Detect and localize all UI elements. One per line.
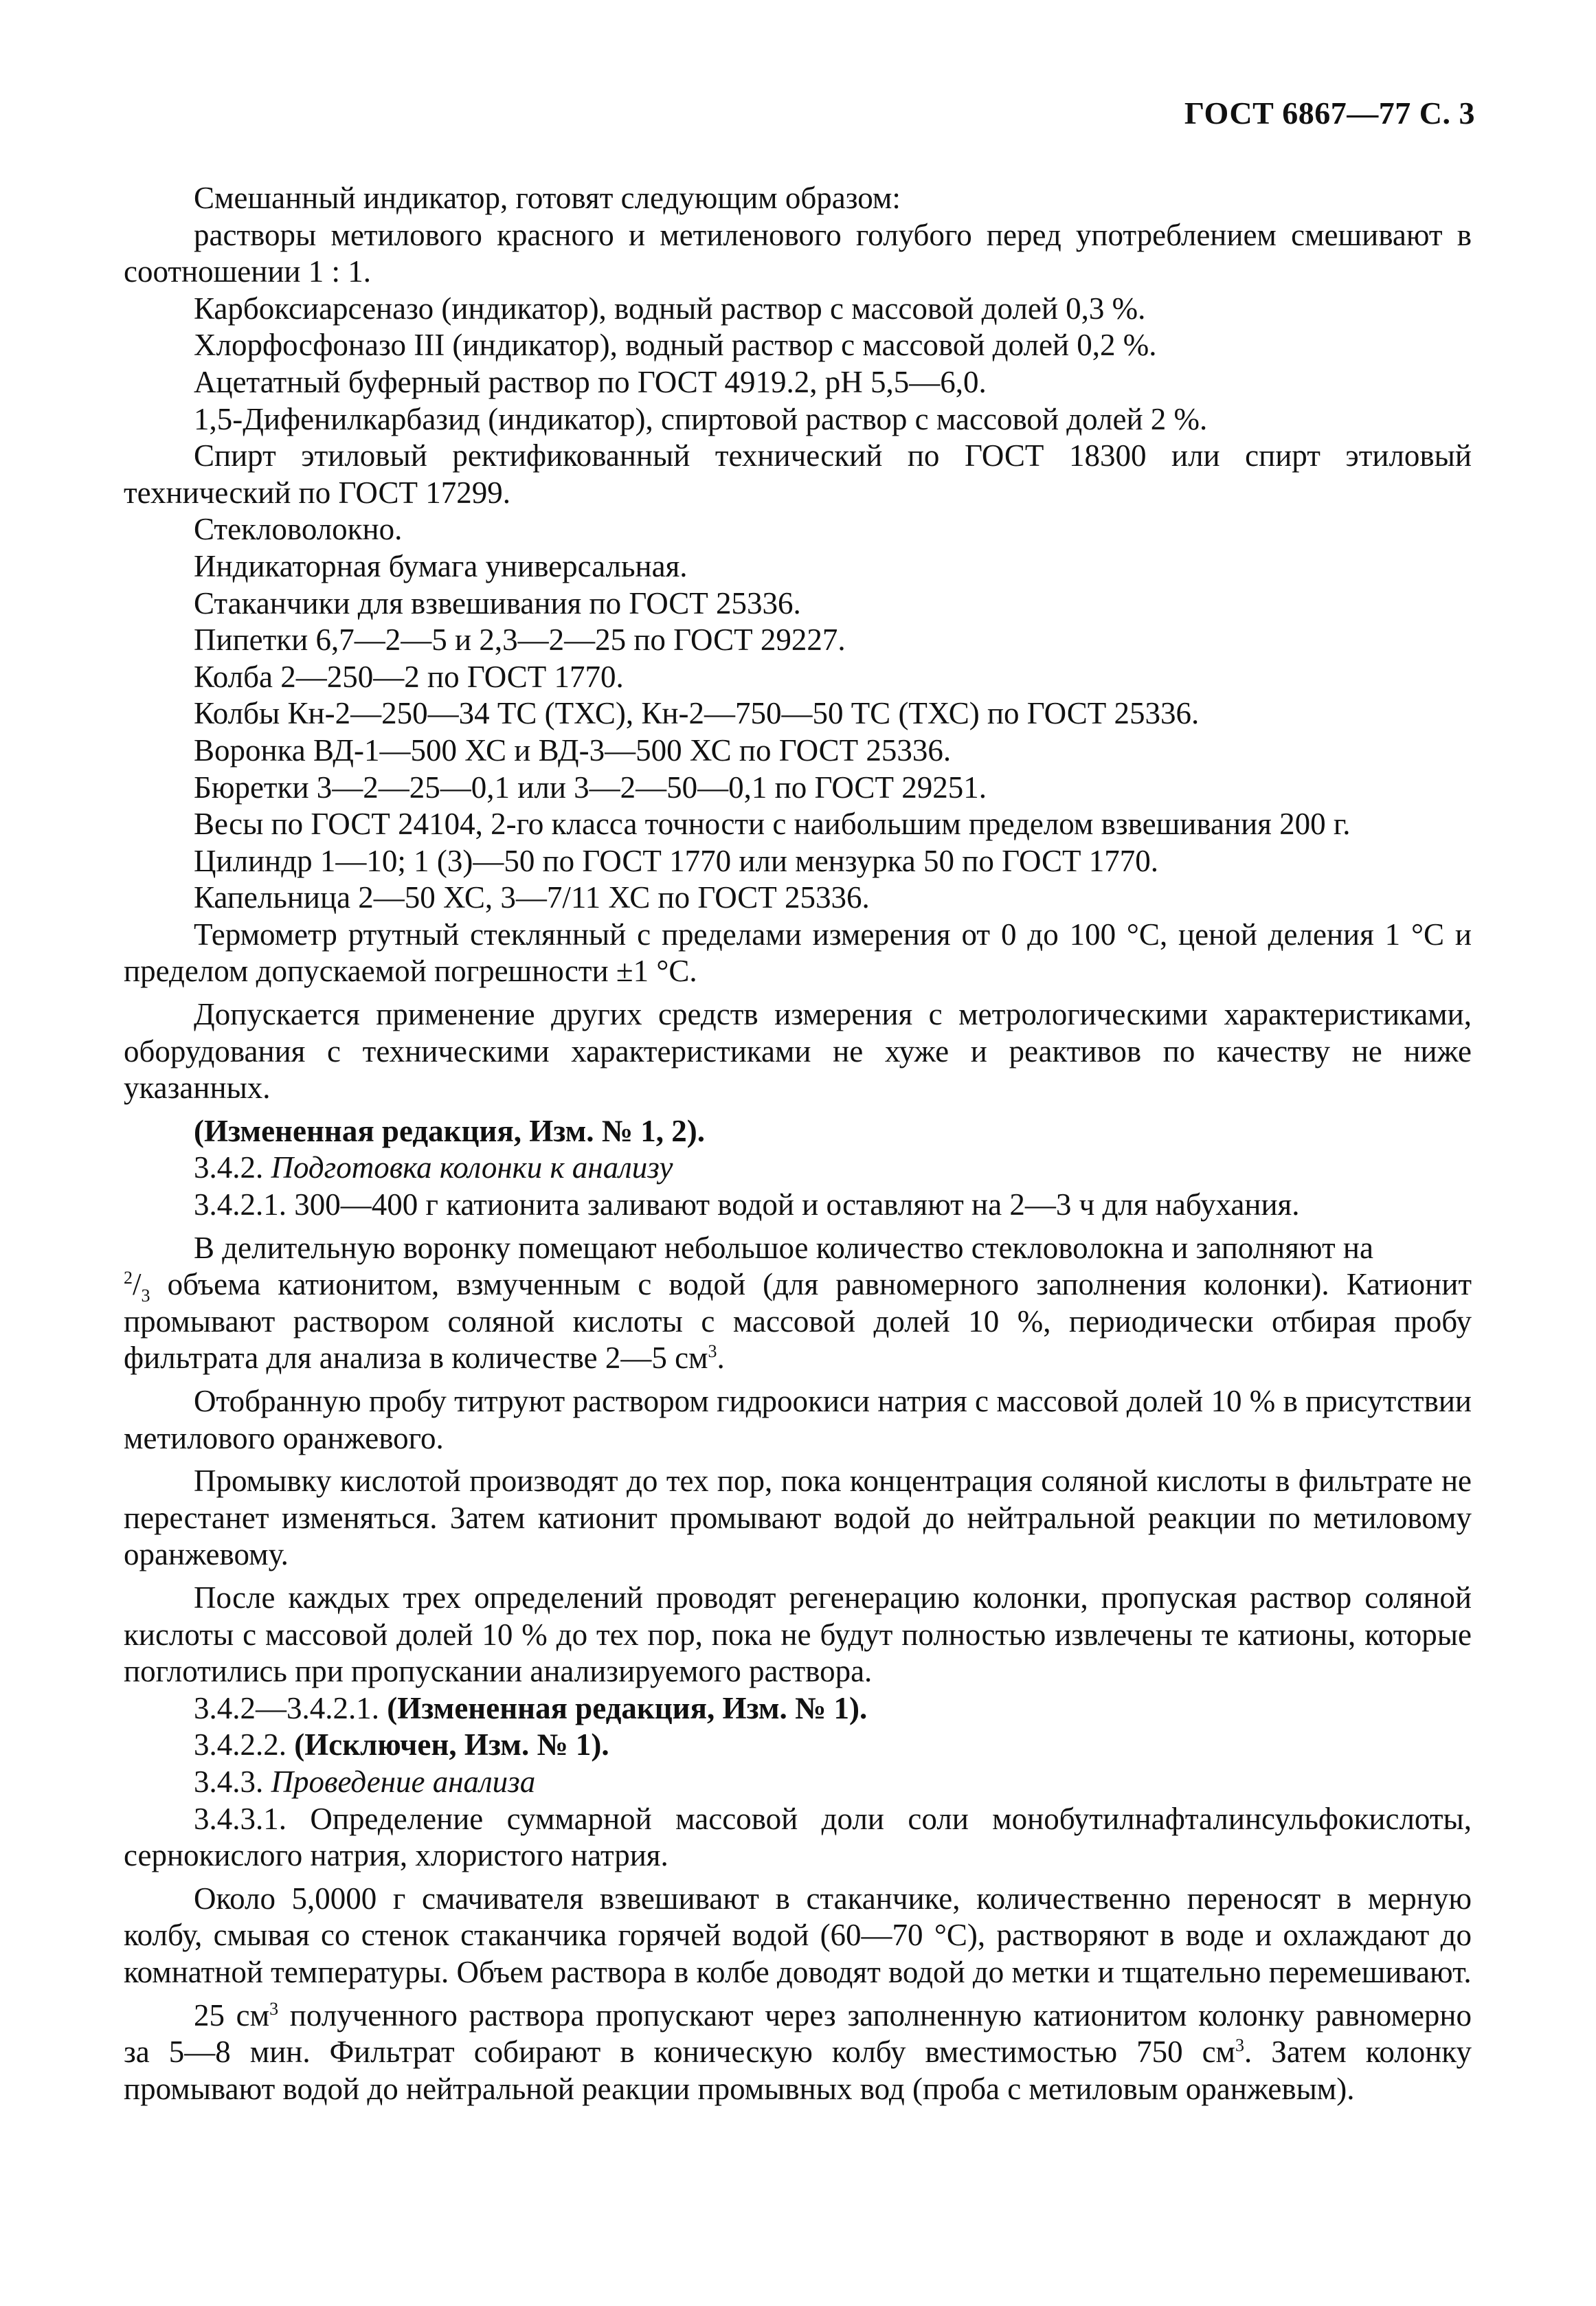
fraction-denominator: 3 <box>141 1286 150 1306</box>
paragraph: Весы по ГОСТ 24104, 2-го класса точности с наибольшим пределом взвешивания 200 г. <box>194 807 1351 842</box>
section-number: 3.4.3. <box>194 1764 264 1799</box>
text-run: 25 см <box>194 1997 270 2033</box>
paragraph <box>124 1997 1472 2108</box>
section-number: 3.4.2.2. <box>194 1727 286 1762</box>
paragraph <box>124 1230 1472 1377</box>
text-run: . <box>717 1341 725 1376</box>
fraction-numerator: 2 <box>124 1268 133 1288</box>
superscript: 3 <box>269 1998 279 2019</box>
paragraph: Стаканчики для взвешивания по ГОСТ 25336. <box>194 585 801 620</box>
superscript: 3 <box>708 1341 717 1362</box>
paragraph: Капельница 2—50 ХС, 3—7/11 ХС по ГОСТ 25336. <box>194 880 870 915</box>
paragraph: Стекловолокно. <box>194 512 403 547</box>
paragraph: Колбы Кн-2—250—34 ТС (ТХС), Кн-2—750—50 ТС (ТХС) по ГОСТ 25336. <box>194 696 1200 731</box>
page-header: ГОСТ 6867—77 С. 3 <box>1184 96 1475 131</box>
paragraph: Индикаторная бумага универсальная. <box>194 548 688 583</box>
paragraph: Колба 2—250—2 по ГОСТ 1770. <box>194 659 624 694</box>
section-title: Подготовка колонки к анализу <box>271 1150 673 1185</box>
amendment-line <box>124 1727 1472 1764</box>
paragraph: Допускается применение других средств измерения с метрологическими характеристиками, оборудования с техническими характеристиками не хуже и реактивов по качеству не ниже указанных. <box>124 997 1472 1106</box>
amendment-note: (Исключен, Изм. № 1). <box>294 1727 609 1762</box>
fraction-slash: / <box>133 1267 142 1302</box>
section-number: 3.4.2. <box>194 1150 264 1185</box>
document-body <box>124 180 1472 2107</box>
section-heading <box>124 1150 1472 1187</box>
text-run: В делительную воронку помещают небольшое количество стекловолокна и заполняют на <box>194 1230 1373 1265</box>
paragraph: Воронка ВД-1—500 ХС и ВД-3—500 ХС по ГОСТ 25336. <box>194 732 952 768</box>
text-run: полученного раствора пропускают через заполненную катионитом колонку равномерно за 5—8 мин. Фильтрат собирают в коническую колбу вместимостью 750 см <box>124 1997 1472 2070</box>
amendment-line <box>124 1690 1472 1727</box>
paragraph: растворы метилового красного и метиленового голубого перед употреблением смешивают в соотношении 1 : 1. <box>124 217 1472 289</box>
amendment-note: (Измененная редакция, Изм. № 1). <box>387 1690 868 1725</box>
paragraph: Бюретки 3—2—25—0,1 или 3—2—50—0,1 по ГОСТ 29251. <box>194 770 987 805</box>
paragraph: Спирт этиловый ректификованный технический по ГОСТ 18300 или спирт этиловый технический по ГОСТ 17299. <box>124 438 1472 510</box>
section-heading <box>124 1764 1472 1801</box>
paragraph: Карбоксиарсеназо (индикатор), водный раствор с массовой долей 0,3 %. <box>194 291 1146 326</box>
paragraph: Ацетатный буферный раствор по ГОСТ 4919.2, рН 5,5—6,0. <box>194 364 987 399</box>
amendment-note: (Измененная редакция, Изм. № 1, 2). <box>194 1113 706 1148</box>
paragraph: Смешанный индикатор, готовят следующим образом: <box>194 181 901 215</box>
paragraph: 3.4.2.1. 300—400 г катионита заливают водой и оставляют на 2—3 ч для набухания. <box>194 1187 1300 1222</box>
section-title: Проведение анализа <box>271 1764 536 1799</box>
paragraph: Около 5,0000 г смачивателя взвешивают в стаканчике, количественно переносят в мерную колбу, смывая со стенок стаканчика горячей водой (60—70 °С), растворяют в воде и охлаждают до комнатной температуры. Объем раствора в колбе доводят водой до метки и тщательно перемешивают. <box>124 1881 1472 1989</box>
paragraph: Термометр ртутный стеклянный с пределами измерения от 0 до 100 °С, ценой деления 1 °С и пределом допускаемой погрешности ±1 °С. <box>124 917 1472 989</box>
paragraph: 1,5-Дифенилкарбазид (индикатор), спиртовой раствор с массовой долей 2 %. <box>194 401 1208 436</box>
paragraph: Отобранную пробу титруют раствором гидроокиси натрия с массовой долей 10 % в присутствии метилового оранжевого. <box>124 1384 1472 1455</box>
paragraph: Хлорфосфоназо III (индикатор), водный раствор с массовой долей 0,2 %. <box>194 328 1157 363</box>
paragraph: Пипетки 6,7—2—5 и 2,3—2—25 по ГОСТ 29227. <box>194 623 846 658</box>
paragraph: Цилиндр 1—10; 1 (3)—50 по ГОСТ 1770 или мензурка 50 по ГОСТ 1770. <box>194 843 1159 878</box>
superscript: 3 <box>1235 2035 1245 2056</box>
text-run: . Затем колонку промывают водой до нейтральной реакции промывных вод (проба с метиловым оранжевым). <box>124 2035 1472 2106</box>
paragraph: 3.4.3.1. Определение суммарной массовой доли соли монобутилнафталинсульфокислоты, сернокислого натрия, хлористого натрия. <box>124 1801 1472 1873</box>
paragraph: Промывку кислотой производят до тех пор, пока концентрация соляной кислоты в фильтрате не перестанет изменяться. Затем катионит промывают водой до нейтральной реакции по метиловому оранжевому. <box>124 1464 1472 1572</box>
text-run: объема катионитом, взмученным с водой (для равномерного заполнения колонки). Катионит промывают раствором соляной кислоты с массовой долей 10 %, периодически отбирая пробу фильтрата для анализа в количестве 2—5 см <box>124 1267 1472 1376</box>
paragraph: После каждых трех определений проводят регенерацию колонки, пропуская раствор соляной кислоты с массовой долей 10 % до тех пор, пока не будут полностью извлечены те катионы, которые поглотились при пропускании анализируемого раствора. <box>124 1580 1472 1689</box>
section-number: 3.4.2—3.4.2.1. <box>194 1690 379 1725</box>
